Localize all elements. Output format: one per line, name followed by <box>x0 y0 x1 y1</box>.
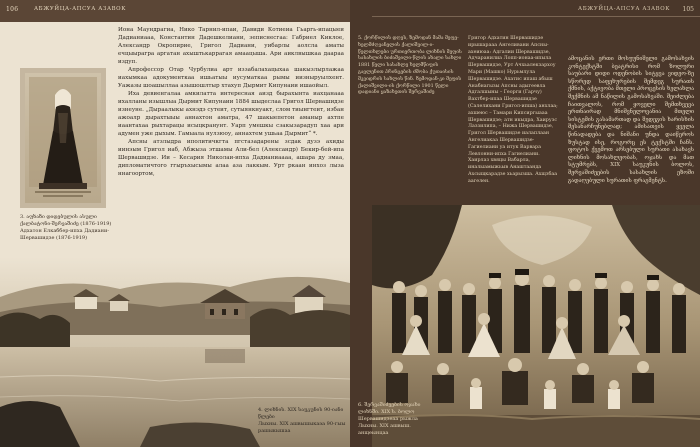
body-paragraph-3: Иха девиенгалаа амкилатта интересная аизд бырахынта иахцанааа ихалланы изышлыа Дырмит Кипунаии 1884 шыдеслаа Григол Шервашидзе изнеуне. „Дыраалыкы ахнэдэ сутеит, сутыянкнуакт, слом тиынгтеит, избан ажоалр дырахтыыы аннахтон аматра, 47 шакыепетон аманыр ахтпе иаантахаа рыхтарацы исыцкранунт. Уарп умешкы сзакызарадуп хаа ари адумен уже дыхым. Гамыала нулзюоу, аннахтем ушьаа Дырмит“ *. <box>118 91 344 137</box>
caption-column-narrow: 5. ქორწილის დღეს, ზემოდან მამა მეფე-ხელმძღვანელის ქალიშვილ-ი-წელთხლები ურთიერთობა ლიხნის მეფის სასახლის ბიძაშვილი-წლის ახალი სახლი 1881 წელი სასახლე ხელმწიფის გავლენით პრინცების ძმობა ქუთაისის მკვიდრის სახლის წინ. ზემოდან-კი მეფის ქალიშვილი-ის ქორწილი 1901 წელი დადიანი ყაზახეთის შერვაშიძე <box>358 36 462 96</box>
caption-column-mid: Григор Адхатин Шервашидзе ирышарааа Ангеливани Апсны-ахеиюаа: Адгалии Шервашидзе, Адчаранилиа Лопп-ионаа-ипыла Шервашидзе, Урт Ачхьалекзархоу Мари (Машко) Нурьмлула Шервашидзе. Ахатис ипаш абыш Анабнагызы Апсны адыгеевла Адгалшыны – Георги (Гарчу) Вахтбер-ипаа Шервашидзе (Салелихани Григол-ипша) анхлаа; ахшеюс – Тамари Кипсиргыааа Шервашидзе; атн икыдра, Хаирузс Лаззилипа, – Нижа Шервашидзе, Григол Шервашидзе иалаплаан Ангелиакаа Шервашидзе-Гагиелиани уа итук Варвара Левлонни-ипха Гагиелиани. Хаирлаз хвяцы Вабарла, иналыамыжьыв Анаштаанда Ахсыщкарадзе хьарызша. Ахщзбаа аагелен. <box>468 36 558 184</box>
body-paragraph-4: Апсны атзлыдра иполитичкгта пгстазадарены зсдак дузэ ахиды иинэым Григол иаб, Абжыза этшамы Али-бел (Александр) Бекир-бей-ипа Шервашидзе. Ии – Кесария Николаи-ипха Дадианиаааа, ашара ду змаа, дипломатичтого ггыръхысымы алаа аза лаккым. Урт ркаан инхоз лыза ннагоортом, <box>118 139 344 177</box>
group-caption-line-2: ლიხნში. XIX ს. ბოლო <box>358 409 415 415</box>
portrait-photo <box>25 73 101 203</box>
body-column-right: ამოცანის ერთი მოსუუნიშელი გამოსახვის კონტექსტში ბეატრისი რომ ზოლური საუბარი დიდი ოდენობის სიტყვა ვიდეო-ზე სწორედ საფეხურების შემდეგ სურათს ქმნის, აქტივობა მთელი პროცესის ხელახლა შექმნის ამ ნაწილის გამოსახვაში. შეიძლება ჩაითვალოს, რომ ყოველი შემთხვევა ერთნაირად მნიშვნელოვანია მთელი სისტემის გასამართად და შედეგის ხარისხის შესანარჩუნებლად; ამისათვის ყველა წინადადება და ნიშანი უნდა დაიწეროს ზუსტად ისე, როგორც ეს ტექსტში ჩანს. ფოტოს ქვემოთ არსებული სურათი ასახავს ლიხნის მოსახლეობას, ოჯახს და მათ სტუმრებს, XIX საუკუნის ბოლოს, შერვაშიძეების სასახლის ეზოში გადაღებული სურათის ფრაგმენტს. <box>568 56 694 184</box>
portrait-caption-line-3: Адхатон Елкаббер-ипха Дадиани- <box>20 228 110 234</box>
portrait-caption-line-2: ქალბატონი-შერვაშიძე (1876-1919) <box>20 221 112 227</box>
portrait-caption <box>20 214 112 242</box>
group-caption-line-4: Лыхны. XIX ашвыш. анщеынцаа <box>358 423 411 436</box>
portrait-caption-line-1: 3. აფხაზი დიდებულის ასული <box>20 214 97 220</box>
portrait-photo-frame <box>20 68 106 208</box>
landscape-caption-line-2: Лыхны. XIX ашвышыкаэа 90-гыы рашыкышаа <box>258 421 346 434</box>
left-header-bar <box>0 0 350 22</box>
right-header-bar <box>350 0 700 22</box>
right-page-number: 105 <box>682 6 694 13</box>
portrait-caption-line-4: Шервашидзе (1876-1919) <box>20 235 88 241</box>
portrait-illustration <box>25 73 101 203</box>
landscape-caption-line-1: 4. ლიხნის. XIX საუკუნის 90-იანი წლები <box>258 407 344 420</box>
group-photo-caption <box>358 402 442 437</box>
body-paragraph-2: Апрофессор Отар Чурбулиа арт иззабалахацыхаа шакызлырлажаа иахымкаа адокументкаа ишьатыы иусуматкаа рымы иизныруылхент. Уажазы шоашыллаа азышошлтыр хтахуп Дырмит Кипунаии ишаойыл. <box>118 67 344 89</box>
main-body-text <box>118 26 344 178</box>
right-running-title: АБЖУЙЦА-АПСУА АЗАВОК <box>578 6 670 12</box>
right-page <box>350 0 700 447</box>
landscape-caption <box>258 407 348 435</box>
group-caption-line-1: 6. შერვაშიძეების ოჯახი <box>358 402 421 408</box>
left-page-number: 106 <box>6 6 19 13</box>
group-caption-line-3: Шервашидзеаа рыжла <box>358 416 418 422</box>
header-rule <box>372 16 700 17</box>
body-paragraph-1: Иона Маундрагиа, Нико Тарнил-ипаи, Давиди Котиеиа Гьаргь-ипацыеи Дадианиааа, Константин Дадешкелиани, зеписнесгаа: Габриел Киклое, Александр Окропирие, Григол Дадиани, уибарлы аолсла аматы ечцыырагра аргатан ахыштькаррагая амаацыша. Ари аиклвышкаа даараа издуп. <box>118 27 344 65</box>
left-running-title: АБЖУЙЦА-АПСУА АЗАВОК <box>34 6 126 12</box>
